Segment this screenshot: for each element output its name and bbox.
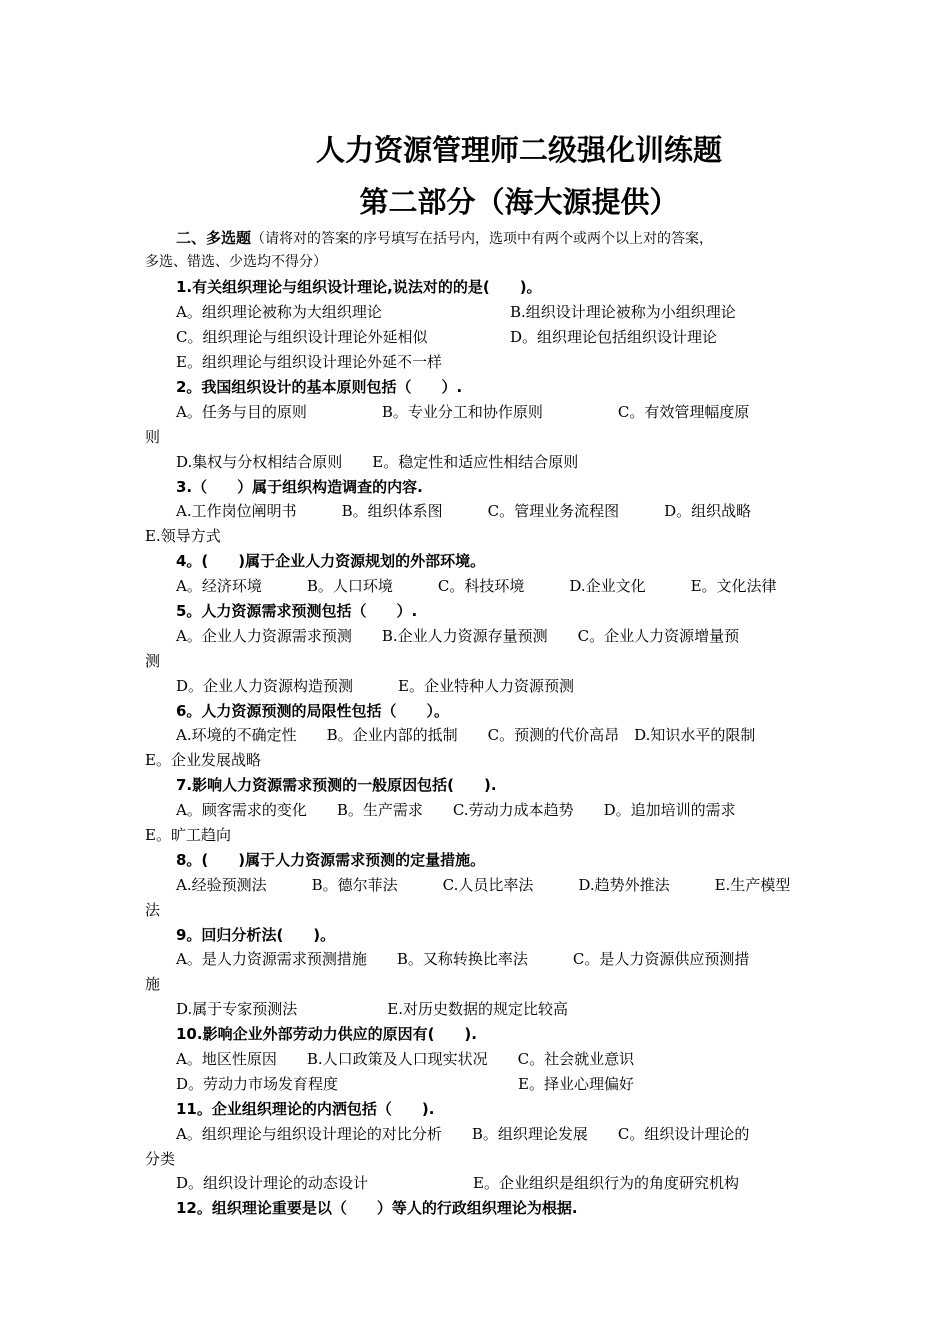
option-wrap: E。旷工趋向: [145, 826, 231, 844]
option: C。组织理论与组织设计理论外延相似: [176, 328, 428, 346]
question-stem: 6。人力资源预测的局限性包括（ ）。: [176, 702, 449, 720]
section-instruction-cont: 多选、错选、少选均不得分）: [145, 254, 327, 270]
option-row: D.集权与分权相结合原则 E。稳定性和适应性相结合原则: [176, 453, 579, 471]
question-stem: 3.（ ）属于组织构造调查的内容.: [176, 478, 423, 496]
question-stem: 4。( )属于企业人力资源规划的外部环境。: [176, 552, 486, 570]
question-stem: 10.影响企业外部劳动力供应的原因有( ).: [176, 1025, 477, 1043]
question-stem: 8。( )属于人力资源需求预测的定量措施。: [176, 851, 486, 869]
option-row: A。地区性原因 B.人口政策及人口现实状况 C。社会就业意识: [176, 1050, 635, 1068]
document-title: 人力资源管理师二级强化训练题: [315, 133, 722, 167]
option: E。组织理论与组织设计理论外延不一样: [176, 353, 442, 371]
option: B.组织设计理论被称为小组织理论: [510, 303, 736, 321]
option: A。组织理论被称为大组织理论: [176, 303, 382, 321]
option-row: D.属于专家预测法 E.对历史数据的规定比较高: [176, 1000, 568, 1018]
question-stem: 2。我国组织设计的基本原则包括（ ）.: [176, 378, 463, 396]
option-wrap: 测: [145, 652, 161, 670]
option-row: A。是人力资源需求预测措施 B。又称转换比率法 C。是人力资源供应预测措: [176, 950, 750, 968]
question-stem: 9。回归分析法( )。: [176, 926, 336, 944]
question-stem: 12。组织理论重要是以（ ）等人的行政组织理论为根据.: [176, 1199, 578, 1217]
option-row: D。劳动力市场发育程度 E。择业心理偏好: [176, 1075, 634, 1093]
question-stem: 11。企业组织理论的内洒包括（ ).: [176, 1100, 435, 1118]
option: D。组织理论包括组织设计理论: [510, 328, 718, 346]
option-wrap: 施: [145, 975, 161, 993]
option-row: A。顾客需求的变化 B。生产需求 C.劳动力成本趋势 D。追加培训的需求: [176, 801, 736, 819]
option-row: A。任务与目的原则 B。专业分工和协作原则 C。有效管理幅度原: [176, 403, 750, 421]
option-wrap: 分类: [145, 1150, 176, 1168]
option-row: D。组织设计理论的动态设计 E。企业组织是组织行为的角度研究机构: [176, 1174, 739, 1192]
option-wrap: E。企业发展战略: [145, 751, 261, 769]
option-row: D。企业人力资源构造预测 E。企业特种人力资源预测: [176, 677, 574, 695]
option-wrap: E.领导方式: [145, 527, 221, 545]
option-row: A。企业人力资源需求预测 B.企业人力资源存量预测 C。企业人力资源增量预: [176, 627, 740, 645]
section-instruction: （请将对的答案的序号填写在括号内，选项中有两个或两个以上对的答案，: [251, 231, 714, 247]
option-row: A。经济环境 B。人口环境 C。科技环境 D.企业文化 E。文化法律: [176, 577, 777, 595]
option-row: A.经验预测法 B。德尔菲法 C.人员比率法 D.趋势外推法 E.生产模型: [176, 876, 791, 894]
question-stem: 5。人力资源需求预测包括（ ）.: [176, 602, 418, 620]
section-intro: [145, 226, 841, 251]
option-row: A.工作岗位阐明书 B。组织体系图 C。管理业务流程图 D。组织战略: [176, 502, 752, 520]
option-row: A.环境的不确定性 B。企业内部的抵制 C。预测的代价高昂 D.知识水平的限制: [176, 726, 756, 744]
question-stem: 1.有关组织理论与组织设计理论,说法对的的是( )。: [176, 278, 542, 296]
section-heading: 二、多选题: [176, 229, 252, 247]
question-stem: 7.影响人力资源需求预测的一般原因包括( ).: [176, 776, 497, 794]
option-wrap: 则: [145, 428, 161, 446]
option-row: A。组织理论与组织设计理论的对比分析 B。组织理论发展 C。组织设计理论的: [176, 1125, 750, 1143]
document-subtitle: 第二部分（海大源提供）: [359, 185, 679, 219]
option-wrap: 法: [145, 901, 161, 919]
